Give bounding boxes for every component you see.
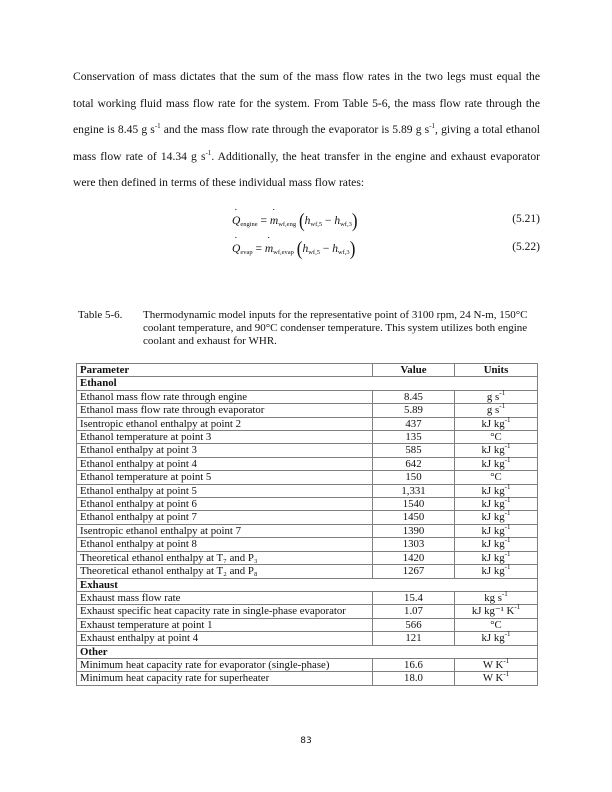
caption-text: Thermodynamic model inputs for the representative point of 3100 rpm, 24 N-m, 150°C coolant temperature, and 90°C condenser temperature. This system utilizes both engine coolant and exhaust for WHR. xyxy=(143,309,528,347)
cell-units xyxy=(455,632,538,645)
cell-parameter: Ethanol temperature at point 3 xyxy=(77,431,373,444)
unit-exponent: -1 xyxy=(503,670,510,679)
cell-value: 18.0 xyxy=(373,672,455,685)
cell-value: 1267 xyxy=(373,565,455,578)
cell-parameter: Ethanol mass flow rate through evaporator xyxy=(77,404,373,417)
cell-units xyxy=(455,565,538,578)
table-row xyxy=(77,404,538,417)
unit-base: °C xyxy=(490,618,502,631)
table-row xyxy=(77,591,538,604)
cell-parameter: Ethanol enthalpy at point 7 xyxy=(77,511,373,524)
data-table xyxy=(76,363,538,686)
cell-value: 1420 xyxy=(373,551,455,564)
cell-value: 5.89 xyxy=(373,404,455,417)
cell-units xyxy=(455,672,538,685)
text-span: mass flow rate of 14.34 g s xyxy=(73,149,206,163)
cell-units xyxy=(455,591,538,604)
cell-units xyxy=(455,658,538,671)
cell-parameter: Minimum heat capacity rate for evaporator (single-phase) xyxy=(77,658,373,671)
subscript: evap xyxy=(240,249,253,256)
text-span: engine is 8.45 g s xyxy=(73,123,155,136)
cell-parameter: Exhaust enthalpy at point 4 xyxy=(77,632,373,645)
cell-units xyxy=(455,471,538,484)
header-value: Value xyxy=(373,364,455,377)
cell-value: 150 xyxy=(373,471,455,484)
cell-value: 585 xyxy=(373,444,455,457)
equation-5-21 xyxy=(232,209,540,231)
unit-exponent: -1 xyxy=(504,536,511,545)
equation-5-22 xyxy=(232,237,540,259)
cell-value: 121 xyxy=(373,632,455,645)
h-symbol: h xyxy=(334,215,341,227)
cell-units xyxy=(455,618,538,631)
cell-parameter: Isentropic ethanol enthalpy at point 2 xyxy=(77,417,373,430)
unit-base: kJ kg⁻¹ K xyxy=(471,605,515,618)
cell-value: 1.07 xyxy=(373,605,455,618)
subscript: engine xyxy=(240,221,258,228)
header-units: Units xyxy=(455,364,538,377)
unit-base: kJ kg xyxy=(481,444,505,457)
unit-exponent: -1 xyxy=(503,656,510,665)
table-body xyxy=(77,377,538,685)
paragraph-line: total working fluid mass flow rate for the system. From Table 5-6, the mass flow rate through the xyxy=(73,96,540,110)
table-row xyxy=(77,444,538,457)
h-symbol: h xyxy=(332,243,338,255)
equation-number: (5.21) xyxy=(512,213,540,225)
minus-sign: − xyxy=(322,243,330,255)
table-row xyxy=(77,471,538,484)
cell-parameter: Theoretical ethanol enthalpy at T₇ and P₃ xyxy=(77,551,373,564)
table-row xyxy=(77,565,538,578)
cell-parameter: Ethanol enthalpy at point 8 xyxy=(77,538,373,551)
table-row xyxy=(77,484,538,497)
section-title: Exhaust xyxy=(77,578,538,591)
table-row xyxy=(77,431,538,444)
equation-number: (5.22) xyxy=(512,241,540,253)
unit-base: °C xyxy=(490,431,502,444)
cell-units xyxy=(455,431,538,444)
table-header-row xyxy=(77,364,538,377)
open-paren: ( xyxy=(298,209,305,232)
header-parameter: Parameter xyxy=(77,364,373,377)
unit-base: kJ kg xyxy=(481,632,505,645)
caption-label: Table 5-6. xyxy=(78,309,123,321)
close-paren: ) xyxy=(351,209,358,232)
paragraph-line xyxy=(73,117,540,144)
cell-value: 437 xyxy=(373,417,455,430)
unit-base: kJ kg xyxy=(481,524,505,537)
cell-value: 1450 xyxy=(373,511,455,524)
h-symbol: h xyxy=(304,215,311,227)
cell-parameter: Ethanol enthalpy at point 6 xyxy=(77,498,373,511)
section-title: Ethanol xyxy=(77,377,538,390)
unit-exponent: -1 xyxy=(504,415,511,424)
cell-units xyxy=(455,444,538,457)
table-row xyxy=(77,632,538,645)
table-row xyxy=(77,457,538,470)
subscript: wf,5 xyxy=(308,249,320,256)
cell-units xyxy=(455,605,538,618)
q-dot-symbol: ˙ Q xyxy=(232,243,240,255)
q-dot-symbol: ˙ Q xyxy=(232,215,240,227)
cell-parameter: Ethanol temperature at point 5 xyxy=(77,471,373,484)
unit-exponent: -1 xyxy=(499,388,506,397)
cell-value: 642 xyxy=(373,457,455,470)
table-row xyxy=(77,524,538,537)
cell-units xyxy=(455,417,538,430)
subscript: wf,3 xyxy=(337,249,350,256)
unit-exponent: -1 xyxy=(514,603,521,612)
cell-value: 16.6 xyxy=(373,658,455,671)
cell-parameter: Exhaust specific heat capacity rate in single-phase evaporator xyxy=(77,605,373,618)
cell-units xyxy=(455,511,538,524)
unit-base: kJ kg xyxy=(481,498,505,511)
unit-exponent: -1 xyxy=(501,589,508,598)
equals-sign: = xyxy=(255,243,262,255)
table-row xyxy=(77,658,538,671)
paragraph-line: were then defined in terms of these individual mass flow rates: xyxy=(73,176,365,189)
cell-parameter: Theoretical ethanol enthalpy at T₂ and P₈ xyxy=(77,565,373,578)
cell-units xyxy=(455,538,538,551)
subscript: wf,5 xyxy=(310,221,323,228)
unit-exponent: -1 xyxy=(504,509,511,518)
m-dot-symbol: ˙ m xyxy=(270,215,278,227)
unit-exponent: -1 xyxy=(499,402,506,411)
table-row xyxy=(77,390,538,403)
unit-exponent: -1 xyxy=(504,442,511,451)
cell-value: 1303 xyxy=(373,538,455,551)
cell-value: 8.45 xyxy=(373,390,455,403)
unit-base: W K xyxy=(482,672,504,685)
cell-units xyxy=(455,498,538,511)
cell-units xyxy=(455,484,538,497)
cell-value: 135 xyxy=(373,431,455,444)
cell-parameter: Isentropic ethanol enthalpy at point 7 xyxy=(77,524,373,537)
superscript: -1 xyxy=(154,122,161,130)
unit-exponent: -1 xyxy=(504,630,511,639)
cell-value: 566 xyxy=(373,618,455,631)
subscript: wf,eng xyxy=(278,221,297,228)
unit-exponent: -1 xyxy=(504,522,511,531)
table-row xyxy=(77,618,538,631)
cell-parameter: Ethanol mass flow rate through engine xyxy=(77,390,373,403)
cell-parameter: Ethanol enthalpy at point 5 xyxy=(77,484,373,497)
cell-units xyxy=(455,551,538,564)
cell-value: 1,331 xyxy=(373,484,455,497)
subscript: wf,3 xyxy=(340,221,352,228)
unit-base: kJ kg xyxy=(481,551,505,564)
paragraph-line: Conservation of mass dictates that the sum of the mass flow rates in the two legs must equal the xyxy=(73,70,540,83)
unit-base: g s xyxy=(486,390,500,403)
equation-expression xyxy=(232,239,355,259)
unit-base: W K xyxy=(482,658,504,671)
table-row xyxy=(77,498,538,511)
unit-exponent: -1 xyxy=(504,563,511,572)
section-title: Other xyxy=(77,645,538,658)
unit-exponent: -1 xyxy=(504,482,511,491)
paragraph-line xyxy=(73,144,540,171)
h-symbol: h xyxy=(302,243,309,255)
equation-expression xyxy=(232,211,358,231)
close-paren: ) xyxy=(349,237,356,260)
unit-base: kJ kg xyxy=(481,511,505,524)
body-paragraph xyxy=(73,64,540,197)
cell-units xyxy=(455,524,538,537)
text-span: . Additionally, the heat transfer in the engine and exhaust evaporator xyxy=(211,149,540,163)
section-row-exhaust xyxy=(77,578,538,591)
table-row xyxy=(77,672,538,685)
table-row xyxy=(77,538,538,551)
cell-units xyxy=(455,390,538,403)
open-paren: ( xyxy=(296,237,303,260)
unit-base: kJ kg xyxy=(481,457,505,470)
text-span: , giving a total ethanol xyxy=(435,123,540,136)
cell-value: 1540 xyxy=(373,498,455,511)
cell-parameter: Minimum heat capacity rate for superheater xyxy=(77,672,373,685)
unit-base: °C xyxy=(490,471,502,484)
superscript: -1 xyxy=(429,122,436,130)
m-dot-symbol: ˙ m xyxy=(265,243,273,255)
subscript: wf,evap xyxy=(273,249,294,256)
unit-base: kg s xyxy=(484,591,502,604)
unit-base: kJ kg xyxy=(481,538,505,551)
section-row-other xyxy=(77,645,538,658)
cell-units xyxy=(455,457,538,470)
cell-parameter: Exhaust mass flow rate xyxy=(77,591,373,604)
cell-units xyxy=(455,404,538,417)
table-row xyxy=(77,511,538,524)
cell-parameter: Exhaust temperature at point 1 xyxy=(77,618,373,631)
unit-base: kJ kg xyxy=(481,484,505,497)
equals-sign: = xyxy=(260,215,268,227)
superscript: -1 xyxy=(205,148,212,157)
unit-base: kJ kg xyxy=(481,565,505,578)
cell-parameter: Ethanol enthalpy at point 4 xyxy=(77,457,373,470)
table-row xyxy=(77,417,538,430)
table-row xyxy=(77,551,538,564)
cell-parameter: Ethanol enthalpy at point 3 xyxy=(77,444,373,457)
section-row-ethanol xyxy=(77,377,538,390)
table-row xyxy=(77,605,538,618)
text-span: and the mass flow rate through the evaporator is 5.89 g s xyxy=(160,123,430,136)
cell-value: 15.4 xyxy=(373,591,455,604)
unit-exponent: -1 xyxy=(504,496,511,505)
page-number: 83 xyxy=(300,736,312,746)
unit-exponent: -1 xyxy=(504,455,511,464)
unit-base: kJ kg xyxy=(481,417,505,430)
minus-sign: − xyxy=(324,215,332,227)
unit-exponent: -1 xyxy=(504,549,511,558)
unit-base: g s xyxy=(486,404,500,417)
cell-value: 1390 xyxy=(373,524,455,537)
